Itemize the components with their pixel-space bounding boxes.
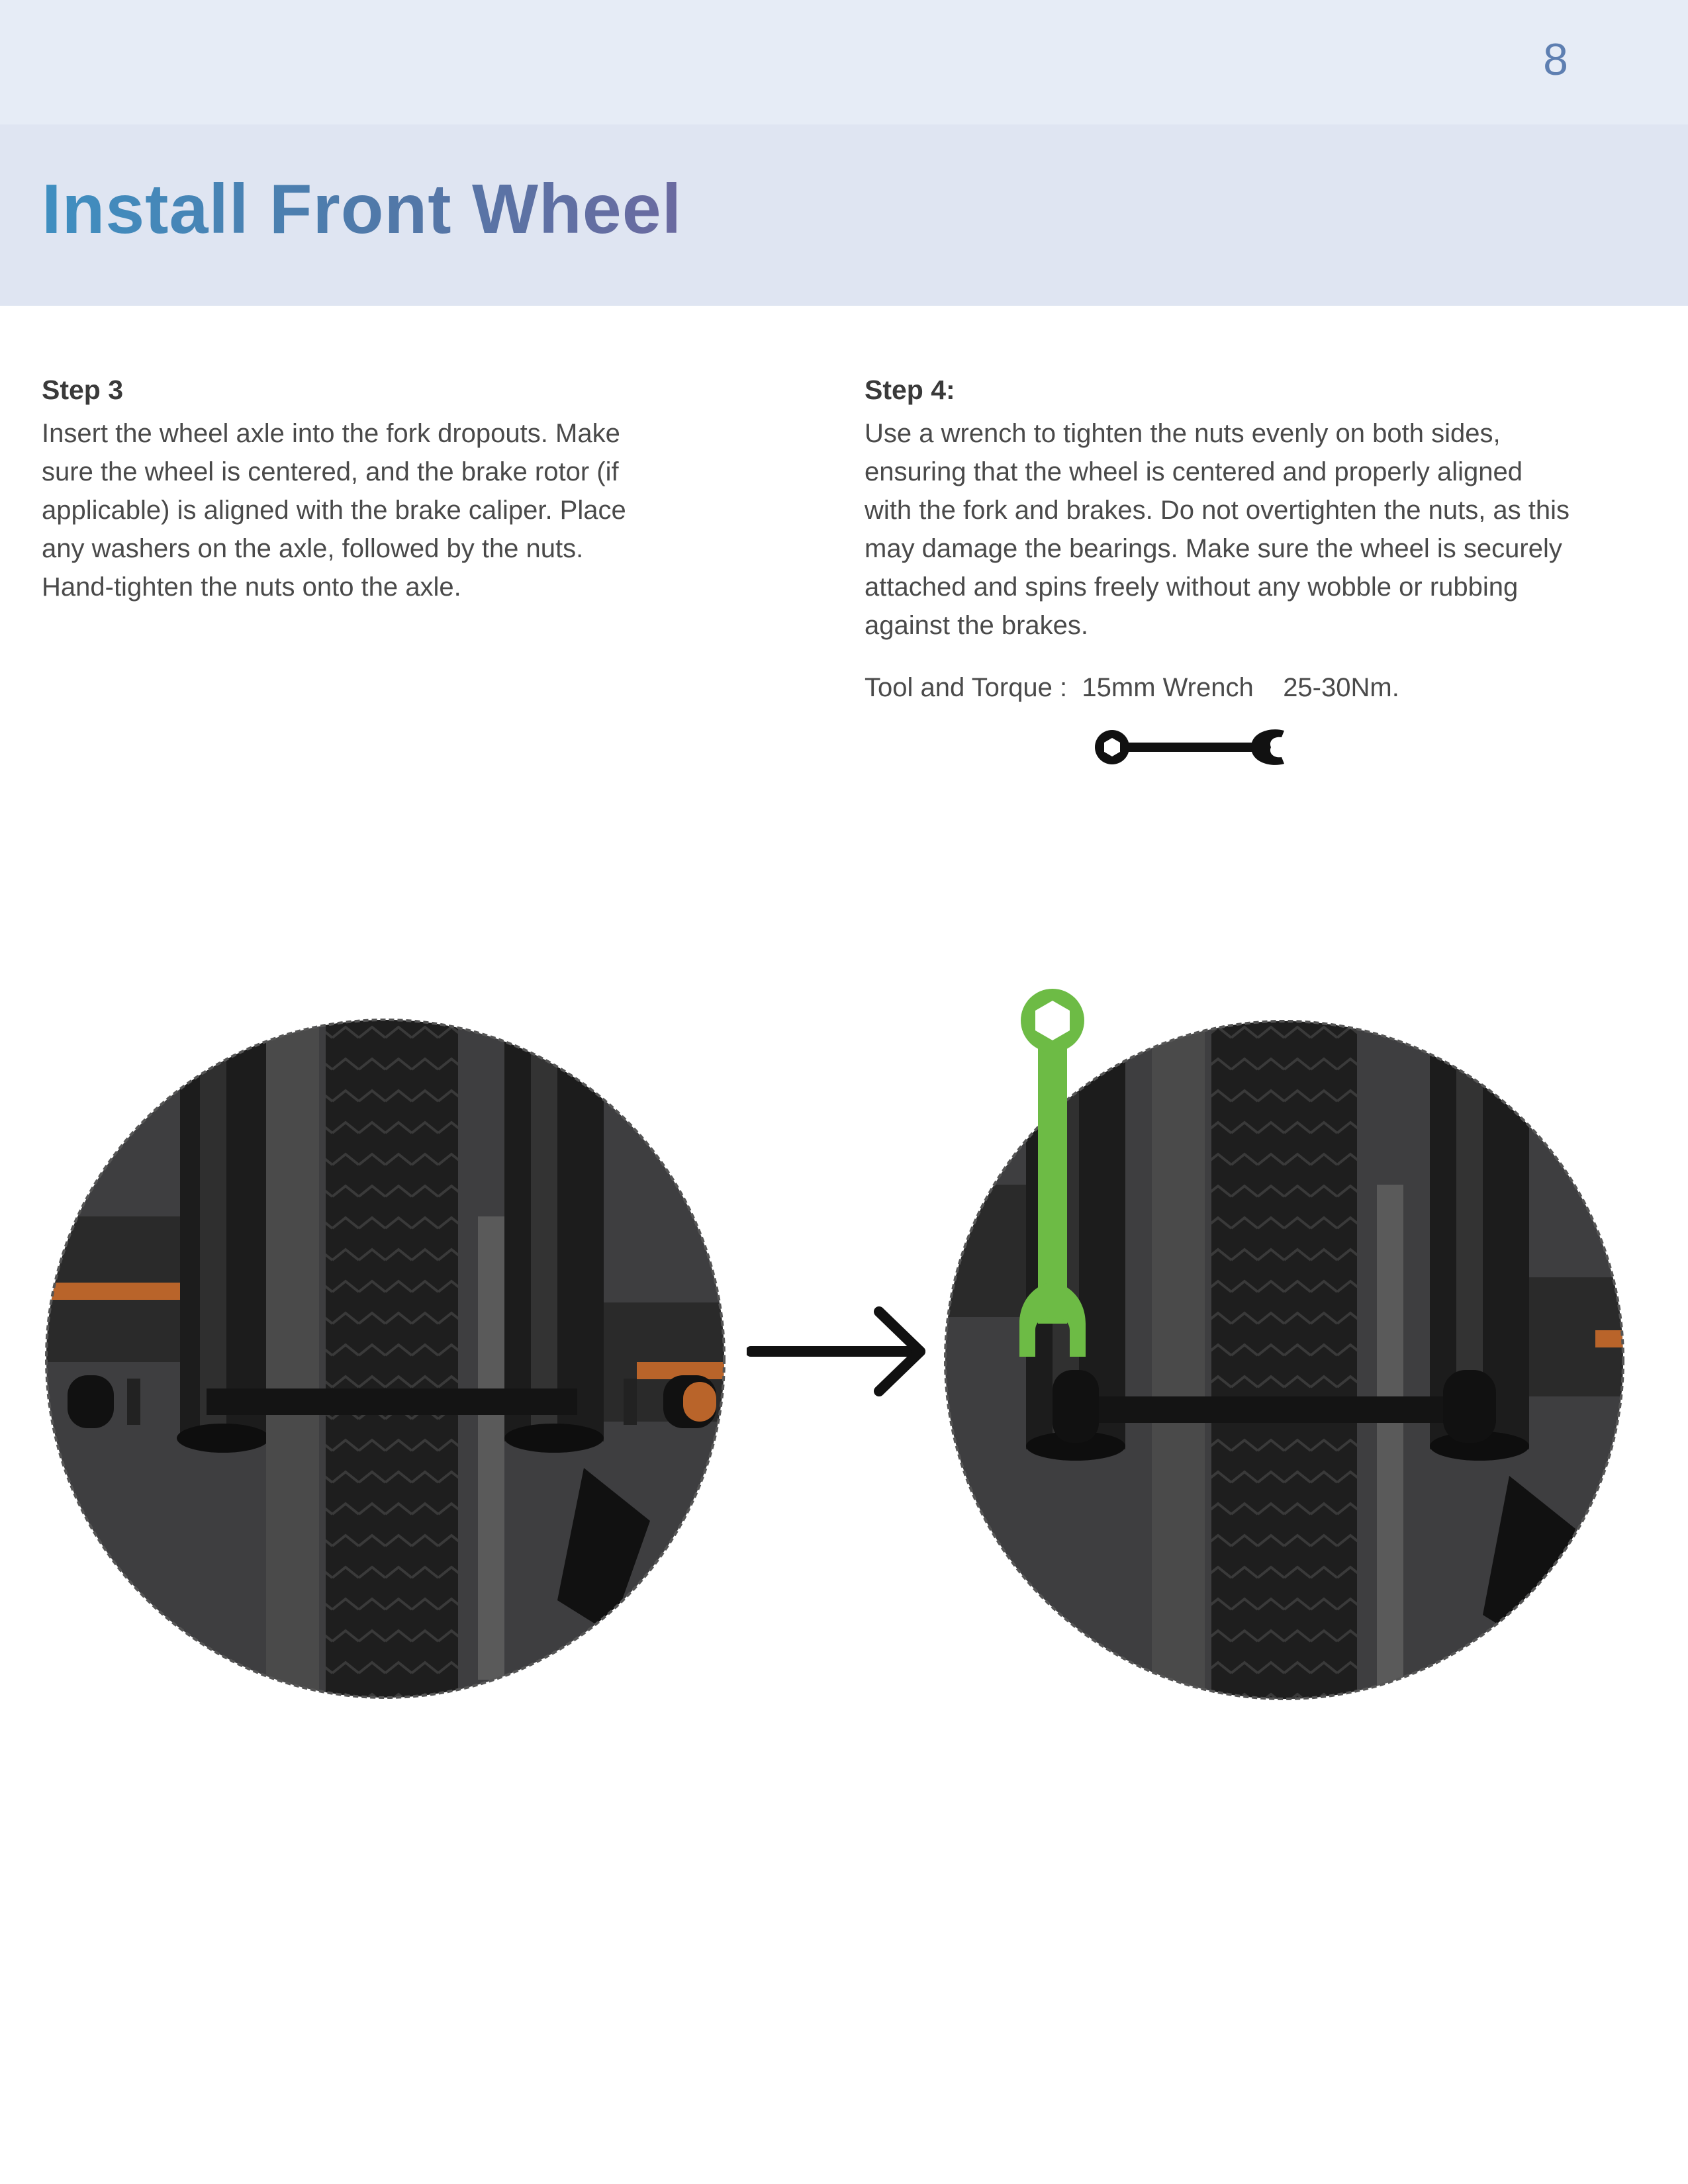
step-3-heading: Step 3 <box>42 375 124 405</box>
fork-before-illustration <box>41 1018 729 1700</box>
step-4-line: ensuring that the wheel is centered and properly aligned <box>865 457 1523 486</box>
step-3-block <box>42 371 704 606</box>
tool-label: Tool and Torque : <box>865 673 1068 702</box>
tool-and-torque <box>865 668 1399 707</box>
step-4-line: attached and spins freely without any wobble or rubbing <box>865 572 1519 602</box>
step-4-block <box>865 371 1626 645</box>
fork-after-illustration <box>940 986 1628 1701</box>
step-4-line: Use a wrench to tighten the nuts evenly on both sides, <box>865 419 1501 448</box>
step-4-line: may damage the bearings. Make sure the wheel is securely <box>865 534 1562 563</box>
tool-wrench-size: 15mm Wrench <box>1082 673 1254 702</box>
step-3-line: applicable) is aligned with the brake caliper. Place <box>42 496 626 525</box>
step-4-body <box>865 414 1626 645</box>
step-3-line: any washers on the axle, followed by the nuts. <box>42 534 584 563</box>
step-4-line: against the brakes. <box>865 611 1088 640</box>
tool-torque-value: 25-30Nm. <box>1283 673 1399 702</box>
step-4-heading: Step 4: <box>865 375 955 405</box>
step-3-line: Insert the wheel axle into the fork dropouts. Make <box>42 419 620 448</box>
step-4-line: with the fork and brakes. Do not overtighten the nuts, as this <box>865 496 1570 525</box>
arrow-right-icon <box>747 1305 939 1398</box>
step-3-body <box>42 414 704 606</box>
page-title: Install Front Wheel <box>42 170 682 248</box>
step-3-line: Hand-tighten the nuts onto the axle. <box>42 572 461 602</box>
header-band <box>0 0 1688 124</box>
wrench-icon <box>1086 721 1297 774</box>
step-3-line: sure the wheel is centered, and the brake rotor (if <box>42 457 619 486</box>
page-number: 8 <box>1543 34 1568 85</box>
